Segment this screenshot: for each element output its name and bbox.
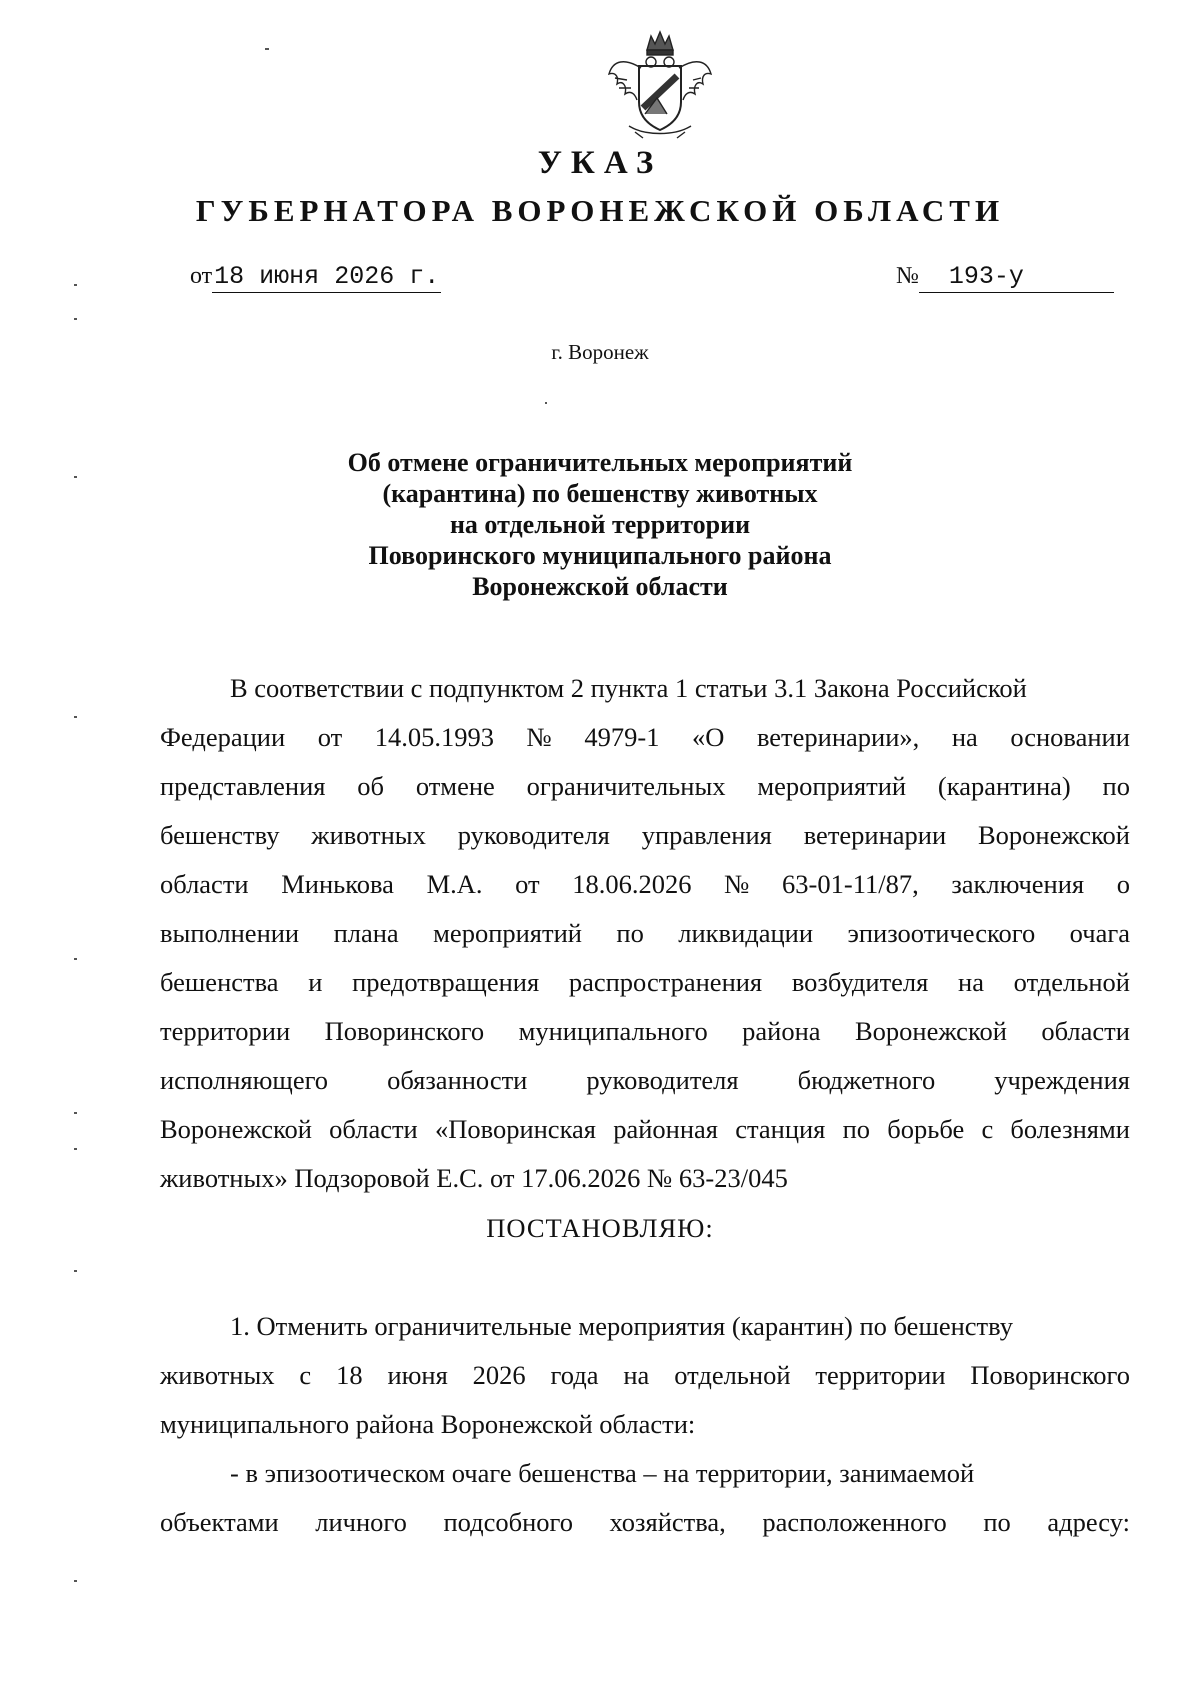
word: управления bbox=[641, 820, 772, 850]
word: области bbox=[329, 1114, 418, 1144]
word: руководителя bbox=[586, 1065, 739, 1095]
word: № bbox=[526, 722, 552, 752]
word: территории bbox=[160, 1016, 291, 1046]
word: представления bbox=[160, 771, 326, 801]
word: отдельной bbox=[1013, 967, 1130, 997]
word: адресу: bbox=[1047, 1507, 1130, 1537]
decree-title: УКАЗ bbox=[537, 145, 663, 181]
scan-speck bbox=[74, 1148, 77, 1150]
word: плана bbox=[333, 918, 399, 948]
word: по bbox=[616, 918, 644, 948]
decree-number bbox=[896, 262, 1114, 293]
item-line bbox=[160, 1498, 1130, 1547]
subject-line: Об отмене ограничительных мероприятий bbox=[347, 448, 853, 477]
date-prefix: от bbox=[190, 263, 213, 289]
word: хозяйства, bbox=[609, 1507, 726, 1537]
preamble-line bbox=[160, 811, 1130, 860]
word: от bbox=[317, 722, 343, 752]
word: животных bbox=[311, 820, 426, 850]
word: подсобного bbox=[443, 1507, 573, 1537]
preamble-line: В соответствии с подпунктом 2 пункта 1 статьи 3.1 Закона Российской bbox=[230, 673, 1027, 703]
scan-speck bbox=[74, 1112, 77, 1114]
scan-speck bbox=[74, 1580, 77, 1582]
word: заключения bbox=[951, 869, 1085, 899]
word: Поворинского bbox=[324, 1016, 485, 1046]
subject-line: Воронежской области bbox=[472, 572, 728, 601]
number-value: 193-у bbox=[919, 262, 1114, 293]
word: 63-01-11/87, bbox=[782, 869, 919, 899]
word: с bbox=[299, 1360, 312, 1390]
scan-speck bbox=[74, 476, 77, 478]
word: эпизоотического bbox=[847, 918, 1036, 948]
scan-speck bbox=[74, 318, 77, 320]
word: выполнении bbox=[160, 918, 300, 948]
word: области bbox=[1041, 1016, 1130, 1046]
subject-line: Поворинского муниципального района bbox=[368, 541, 832, 570]
word: на bbox=[623, 1360, 650, 1390]
scan-speck bbox=[74, 284, 77, 286]
preamble-line bbox=[160, 958, 1130, 1007]
word: на bbox=[958, 967, 984, 997]
number-prefix: № bbox=[896, 263, 919, 289]
word: на bbox=[951, 722, 978, 752]
word: отмене bbox=[415, 771, 495, 801]
word: бешенства bbox=[160, 967, 279, 997]
word: станция bbox=[735, 1114, 826, 1144]
word: 18.06.2026 bbox=[572, 869, 692, 899]
word: с bbox=[981, 1114, 994, 1144]
scan-speck bbox=[74, 1270, 77, 1272]
preamble-line bbox=[160, 860, 1130, 909]
subject-line: (карантина) по бешенству животных bbox=[382, 479, 818, 508]
resolve-heading: ПОСТАНОВЛЯЮ: bbox=[486, 1213, 714, 1243]
word: ветеринарии», bbox=[756, 722, 920, 752]
word: территории bbox=[815, 1360, 946, 1390]
word: июня bbox=[387, 1360, 448, 1390]
word: Минькова bbox=[281, 869, 394, 899]
word: «О bbox=[692, 722, 725, 752]
word: области bbox=[160, 869, 249, 899]
preamble-line bbox=[160, 909, 1130, 958]
word: от bbox=[515, 869, 540, 899]
issuer-title: ГУБЕРНАТОРА ВОРОНЕЖСКОЙ ОБЛАСТИ bbox=[195, 193, 1005, 228]
scan-speck bbox=[265, 48, 269, 50]
word: основании bbox=[1010, 722, 1130, 752]
word: распространения bbox=[568, 967, 763, 997]
word: очага bbox=[1069, 918, 1130, 948]
word: по bbox=[983, 1507, 1011, 1537]
word: обязанности bbox=[387, 1065, 528, 1095]
word: районная bbox=[613, 1114, 718, 1144]
word: и bbox=[308, 967, 323, 997]
word: Воронежской bbox=[160, 1114, 312, 1144]
item-1 bbox=[160, 1302, 1130, 1547]
preamble bbox=[160, 664, 1130, 1203]
word: № bbox=[724, 869, 750, 899]
word: Воронежской bbox=[854, 1016, 1007, 1046]
word: предотвращения bbox=[352, 967, 540, 997]
decree-subject bbox=[300, 447, 900, 602]
word: ветеринарии bbox=[803, 820, 947, 850]
date-value: 18 июня 2026 г. bbox=[214, 262, 440, 291]
scan-speck bbox=[74, 958, 77, 960]
preamble-line bbox=[160, 762, 1130, 811]
word: 14.05.1993 bbox=[374, 722, 494, 752]
word: борьбе bbox=[887, 1114, 965, 1144]
word: животных bbox=[160, 1360, 275, 1390]
word: личного bbox=[315, 1507, 407, 1537]
preamble-line bbox=[160, 1007, 1130, 1056]
word: по bbox=[1102, 771, 1130, 801]
word: расположенного bbox=[762, 1507, 947, 1537]
coat-of-arms-icon bbox=[605, 28, 715, 140]
word: Воронежской bbox=[978, 820, 1130, 850]
word: Федерации bbox=[160, 722, 286, 752]
word: Поворинского bbox=[970, 1360, 1130, 1390]
word: исполняющего bbox=[160, 1065, 329, 1095]
word: ограничительных bbox=[526, 771, 726, 801]
item-line: - в эпизоотическом очаге бешенства – на территории, занимаемой bbox=[230, 1458, 975, 1488]
preamble-line bbox=[160, 1056, 1130, 1105]
word: 4979-1 bbox=[584, 722, 660, 752]
word: руководителя bbox=[457, 820, 610, 850]
preamble-line bbox=[160, 1105, 1130, 1154]
word: года bbox=[550, 1360, 599, 1390]
scan-speck bbox=[545, 402, 547, 404]
preamble-line: животных» Подзоровой Е.С. от 17.06.2026 № 63-23/045 bbox=[160, 1163, 788, 1193]
word: по bbox=[842, 1114, 871, 1144]
word: бюджетного bbox=[797, 1065, 936, 1095]
word: болезнями bbox=[1010, 1114, 1130, 1144]
word: М.А. bbox=[426, 869, 483, 899]
preamble-line bbox=[160, 713, 1130, 762]
word: возбудителя bbox=[791, 967, 929, 997]
word: мероприятий bbox=[433, 918, 582, 948]
word: отдельной bbox=[674, 1360, 791, 1390]
word: 18 bbox=[336, 1360, 363, 1390]
scan-speck bbox=[74, 716, 77, 718]
word: об bbox=[357, 771, 385, 801]
item-line: муниципального района Воронежской области: bbox=[160, 1409, 696, 1439]
word: 2026 bbox=[472, 1360, 526, 1390]
decree-date bbox=[190, 262, 441, 293]
subject-line: на отдельной территории bbox=[449, 510, 751, 539]
word: (карантина) bbox=[937, 771, 1071, 801]
word: объектами bbox=[160, 1507, 279, 1537]
word: «Поворинская bbox=[434, 1114, 596, 1144]
word: муниципального bbox=[518, 1016, 708, 1046]
word: мероприятий bbox=[757, 771, 907, 801]
city: г. Воронеж bbox=[551, 340, 649, 364]
item-line: 1. Отменить ограничительные мероприятия (карантин) по бешенству bbox=[230, 1311, 1013, 1341]
word: учреждения bbox=[994, 1065, 1130, 1095]
word: ликвидации bbox=[678, 918, 814, 948]
item-line bbox=[160, 1351, 1130, 1400]
word: о bbox=[1116, 869, 1130, 899]
word: района bbox=[742, 1016, 821, 1046]
word: бешенству bbox=[160, 820, 280, 850]
